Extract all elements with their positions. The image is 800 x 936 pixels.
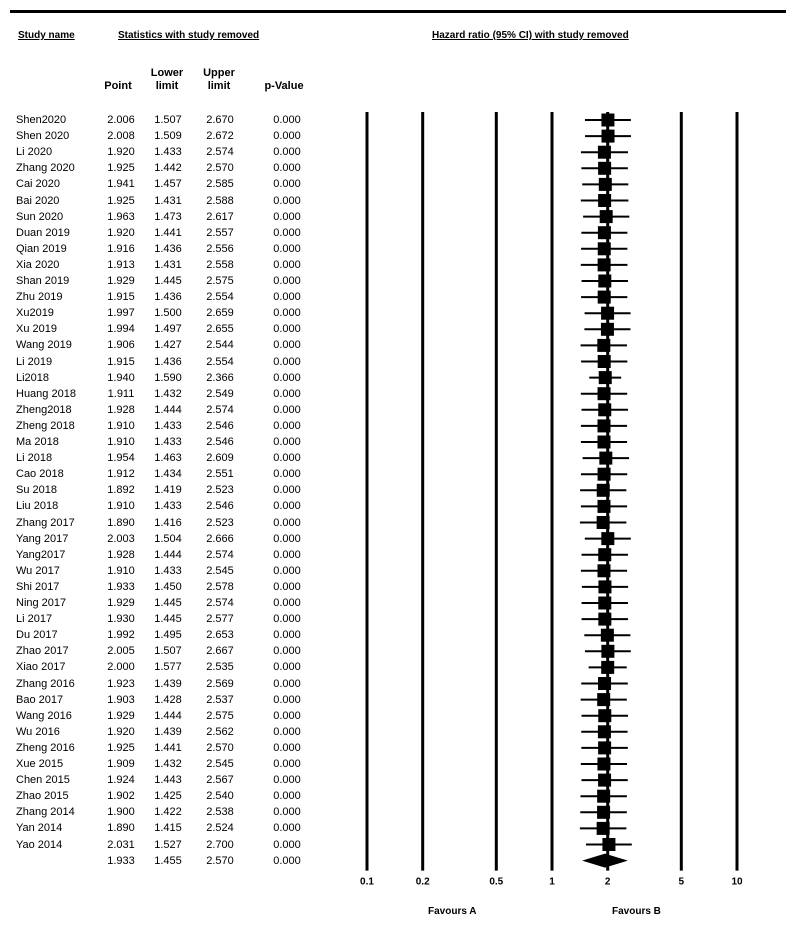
p-value: 0.000 [273, 436, 301, 448]
upper-limit-value: 2.666 [206, 532, 234, 545]
study-name: Zheng 2016 [16, 741, 75, 754]
p-value: 0.000 [273, 854, 301, 867]
study-name: Xia 2020 [16, 258, 60, 271]
point-estimate-marker [597, 693, 610, 706]
upper-limit-value: 2.574 [206, 597, 234, 609]
p-value: 0.000 [273, 452, 301, 465]
p-value: 0.000 [273, 371, 301, 384]
point-estimate-marker [598, 709, 611, 722]
upper-limit-value: 2.523 [206, 516, 234, 529]
p-value: 0.000 [273, 822, 301, 835]
point-estimate-marker [597, 500, 610, 513]
study-name: Yao 2014 [16, 838, 63, 851]
p-value: 0.000 [273, 339, 301, 352]
study-name: Sun 2020 [16, 210, 64, 223]
study-name: Zheng2018 [16, 403, 72, 416]
upper-limit-value: 2.574 [206, 403, 234, 416]
point-estimate-marker [602, 130, 615, 143]
lower-limit-value: 1.433 [154, 436, 182, 448]
statistics-header: Statistics with study removed [118, 30, 260, 41]
p-value: 0.000 [273, 146, 301, 159]
lower-limit-value: 1.507 [154, 645, 182, 658]
point-estimate-marker [598, 242, 611, 255]
p-value: 0.000 [273, 226, 301, 239]
p-value: 0.000 [273, 403, 301, 416]
upper-limit-value: 2.569 [206, 677, 234, 690]
point-estimate-marker [598, 162, 611, 175]
lower-limit-value: 1.445 [154, 613, 182, 626]
upper-limit-value: 2.554 [206, 291, 234, 304]
p-value: 0.000 [273, 597, 301, 609]
lower-limit-value: 1.431 [154, 194, 182, 207]
point-value: 1.890 [107, 516, 135, 529]
p-value: 0.000 [273, 693, 301, 706]
study-name: Shen2020 [16, 114, 67, 126]
p-value: 0.000 [273, 806, 301, 819]
point-value: 1.941 [107, 178, 135, 191]
study-name: Ma 2018 [16, 436, 59, 448]
x-tick-label: 0.1 [360, 876, 374, 888]
point-value: 1.994 [107, 323, 135, 336]
p-value: 0.000 [273, 355, 301, 368]
study-name: Cai 2020 [16, 178, 61, 191]
point-value: 1.992 [107, 629, 135, 642]
point-value: 1.890 [107, 822, 135, 835]
lower-limit-value: 1.436 [154, 291, 182, 304]
study-name: Shi 2017 [16, 580, 60, 593]
p-value: 0.000 [273, 130, 301, 143]
point-value: 1.929 [107, 709, 135, 722]
lower-limit-value: 1.445 [154, 275, 182, 287]
study-name: Liu 2018 [16, 500, 59, 513]
point-value: 1.910 [107, 436, 135, 448]
lower-limit-value: 1.444 [154, 709, 182, 722]
lower-limit-value: 1.590 [154, 371, 182, 384]
point-value: 2.031 [107, 838, 135, 851]
column-upper: Upper limit [203, 67, 235, 92]
lower-limit-value: 1.500 [154, 307, 182, 320]
study-name: Zhang 2017 [16, 516, 75, 529]
study-name: Du 2017 [16, 629, 58, 642]
study-name: Zheng 2018 [16, 419, 75, 432]
upper-limit-value: 2.549 [206, 387, 234, 400]
upper-limit-value: 2.567 [206, 774, 234, 787]
p-value: 0.000 [273, 548, 301, 561]
study-name: Li 2018 [16, 452, 53, 465]
lower-limit-value: 1.457 [154, 178, 182, 191]
point-estimate-marker [601, 323, 614, 336]
point-value: 1.925 [107, 741, 135, 754]
point-value: 1.933 [107, 854, 135, 867]
point-value: 1.933 [107, 580, 135, 593]
point-value: 2.003 [107, 532, 135, 545]
p-value: 0.000 [273, 741, 301, 754]
upper-limit-value: 2.667 [206, 645, 234, 658]
study-name: Zhao 2017 [16, 645, 69, 658]
point-value: 1.924 [107, 774, 135, 787]
study-name: Duan 2019 [16, 226, 70, 239]
point-estimate-marker [597, 339, 610, 352]
point-value: 1.920 [107, 226, 135, 239]
p-value: 0.000 [273, 613, 301, 626]
point-value: 2.006 [107, 114, 135, 126]
point-value: 1.900 [107, 806, 135, 819]
study-name-header: Study name [18, 30, 75, 41]
lower-limit-value: 1.436 [154, 355, 182, 368]
study-name: Bao 2017 [16, 693, 64, 706]
lower-limit-value: 1.433 [154, 564, 182, 577]
upper-limit-value: 2.585 [206, 178, 234, 191]
p-value: 0.000 [273, 275, 301, 287]
point-value: 1.928 [107, 548, 135, 561]
lower-limit-value: 1.439 [154, 725, 182, 738]
p-value: 0.000 [273, 419, 301, 432]
point-value: 1.920 [107, 146, 135, 159]
lower-limit-value: 1.577 [154, 661, 182, 674]
point-value: 1.906 [107, 339, 135, 352]
p-value: 0.000 [273, 258, 301, 271]
x-tick-label: 0.5 [489, 876, 504, 888]
study-name: Shan 2019 [16, 275, 70, 287]
upper-limit-value: 2.546 [206, 436, 234, 448]
lower-limit-value: 1.442 [154, 162, 182, 175]
point-value: 1.930 [107, 613, 135, 626]
upper-limit-value: 2.570 [206, 741, 234, 754]
upper-limit-value: 2.545 [206, 564, 234, 577]
upper-limit-value: 2.577 [206, 613, 234, 626]
point-estimate-marker [598, 194, 611, 207]
p-value: 0.000 [273, 790, 301, 803]
point-estimate-marker [598, 258, 611, 271]
upper-limit-value: 2.574 [206, 146, 234, 159]
p-value: 0.000 [273, 178, 301, 191]
point-estimate-marker [598, 468, 611, 481]
point-value: 1.963 [107, 210, 135, 223]
point-estimate-marker [598, 291, 611, 304]
point-estimate-marker [598, 275, 611, 288]
point-estimate-marker [598, 597, 611, 610]
study-name: Wang 2016 [16, 709, 72, 722]
point-estimate-marker [597, 436, 610, 449]
study-name: Wu 2016 [16, 725, 60, 738]
point-estimate-marker [597, 419, 610, 432]
lower-limit-value: 1.504 [154, 532, 182, 545]
study-name: Su 2018 [16, 484, 57, 497]
upper-limit-value: 2.554 [206, 355, 234, 368]
upper-limit-value: 2.672 [206, 130, 234, 143]
point-estimate-marker [597, 484, 610, 497]
study-name: Cao 2018 [16, 468, 64, 481]
lower-limit-value: 1.497 [154, 323, 182, 336]
point-value: 1.929 [107, 597, 135, 609]
lower-limit-value: 1.432 [154, 387, 182, 400]
point-estimate-marker [601, 661, 614, 674]
summary-diamond [582, 854, 628, 868]
point-value: 2.005 [107, 645, 135, 658]
point-value: 1.916 [107, 242, 135, 255]
point-value: 1.892 [107, 484, 135, 497]
x-tick-label: 5 [678, 876, 685, 888]
point-estimate-marker [598, 613, 611, 626]
lower-limit-value: 1.433 [154, 500, 182, 513]
lower-limit-value: 1.450 [154, 580, 182, 593]
study-name: Yang 2017 [16, 532, 69, 545]
x-tick-label: 0.2 [415, 876, 430, 888]
study-name: Qian 2019 [16, 242, 67, 255]
column-lower: Lower limit [150, 67, 184, 92]
lower-limit-value: 1.445 [154, 597, 182, 609]
study-name: Zhang 2016 [16, 677, 75, 690]
point-value: 1.925 [107, 162, 135, 175]
point-value: 1.997 [107, 307, 135, 320]
study-name: Zhang 2014 [16, 806, 75, 819]
point-value: 1.915 [107, 291, 135, 304]
study-name: Shen 2020 [16, 130, 70, 143]
point-estimate-marker [601, 629, 614, 642]
upper-limit-value: 2.562 [206, 725, 234, 738]
column-point: Point [104, 80, 132, 92]
study-name: Xiao 2017 [16, 661, 66, 674]
upper-limit-value: 2.524 [206, 822, 234, 835]
p-value: 0.000 [273, 194, 301, 207]
lower-limit-value: 1.441 [154, 741, 182, 754]
study-name: Li2018 [16, 371, 50, 384]
lower-limit-value: 1.495 [154, 629, 182, 642]
lower-limit-value: 1.444 [154, 403, 182, 416]
point-value: 1.912 [107, 468, 135, 481]
upper-limit-value: 2.578 [206, 580, 234, 593]
p-value: 0.000 [273, 661, 301, 674]
upper-limit-value: 2.670 [206, 114, 234, 126]
upper-limit-value: 2.575 [206, 275, 234, 287]
study-name: Bai 2020 [16, 194, 60, 207]
lower-limit-value: 1.422 [154, 806, 182, 819]
lower-limit-value: 1.455 [154, 854, 182, 867]
upper-limit-value: 2.659 [206, 307, 234, 320]
upper-limit-value: 2.558 [206, 258, 234, 271]
lower-limit-value: 1.433 [154, 146, 182, 159]
point-estimate-marker [600, 210, 613, 223]
study-name: Li 2020 [16, 146, 53, 159]
point-estimate-marker [601, 114, 614, 127]
lower-limit-value: 1.436 [154, 242, 182, 255]
p-value: 0.000 [273, 758, 301, 770]
point-value: 1.929 [107, 275, 135, 287]
study-name: Xu 2019 [16, 323, 57, 336]
study-name: Yan 2014 [16, 822, 63, 835]
point-estimate-marker [598, 677, 611, 690]
lower-limit-value: 1.443 [154, 774, 182, 787]
study-name: Zhao 2015 [16, 790, 69, 803]
lower-limit-value: 1.509 [154, 130, 182, 143]
study-name: Huang 2018 [16, 387, 76, 400]
p-value: 0.000 [273, 500, 301, 513]
upper-limit-value: 2.545 [206, 758, 234, 770]
p-value: 0.000 [273, 580, 301, 593]
upper-limit-value: 2.538 [206, 806, 234, 819]
point-estimate-marker [598, 774, 611, 787]
column-p-value: p-Value [264, 80, 304, 92]
point-value: 1.928 [107, 403, 135, 416]
point-estimate-marker [597, 790, 610, 803]
lower-limit-value: 1.439 [154, 677, 182, 690]
p-value: 0.000 [273, 242, 301, 255]
point-value: 1.913 [107, 258, 135, 271]
upper-limit-value: 2.570 [206, 162, 234, 175]
study-name: Zhang 2020 [16, 162, 75, 175]
point-estimate-marker [598, 741, 611, 754]
point-estimate-marker [597, 516, 610, 529]
upper-limit-value: 2.609 [206, 452, 234, 465]
point-value: 1.903 [107, 693, 135, 706]
lower-limit-value: 1.416 [154, 516, 182, 529]
point-value: 1.920 [107, 725, 135, 738]
lower-limit-value: 1.527 [154, 838, 182, 851]
study-name: Ning 2017 [16, 597, 67, 609]
point-estimate-marker [601, 532, 614, 545]
upper-limit-value: 2.575 [206, 709, 234, 722]
study-name: Xue 2015 [16, 758, 64, 770]
point-estimate-marker [597, 806, 610, 819]
plot-title: Hazard ratio (95% CI) with study removed [432, 30, 629, 41]
upper-limit-value: 2.655 [206, 323, 234, 336]
upper-limit-value: 2.551 [206, 468, 234, 481]
point-value: 1.910 [107, 564, 135, 577]
favours-b-label: Favours B [612, 906, 661, 917]
point-value: 1.954 [107, 452, 135, 465]
point-value: 1.902 [107, 790, 135, 803]
p-value: 0.000 [273, 468, 301, 481]
p-value: 0.000 [273, 645, 301, 658]
p-value: 0.000 [273, 774, 301, 787]
upper-limit-value: 2.535 [206, 661, 234, 674]
point-estimate-marker [598, 548, 611, 561]
p-value: 0.000 [273, 532, 301, 545]
favours-a-label: Favours A [428, 906, 477, 917]
study-name: Yang2017 [16, 548, 66, 561]
upper-limit-value: 2.546 [206, 419, 234, 432]
p-value: 0.000 [273, 725, 301, 738]
p-value: 0.000 [273, 516, 301, 529]
point-estimate-marker [598, 403, 611, 416]
point-value: 1.910 [107, 500, 135, 513]
lower-limit-value: 1.444 [154, 548, 182, 561]
point-estimate-marker [602, 838, 615, 851]
lower-limit-value: 1.431 [154, 258, 182, 271]
p-value: 0.000 [273, 307, 301, 320]
point-value: 1.911 [107, 387, 135, 400]
point-estimate-marker [598, 387, 611, 400]
study-name: Xu2019 [16, 307, 54, 320]
point-estimate-marker [598, 355, 611, 368]
lower-limit-value: 1.473 [154, 210, 182, 223]
study-name: Wu 2017 [16, 564, 60, 577]
lower-limit-value: 1.432 [154, 758, 182, 770]
p-value: 0.000 [273, 323, 301, 336]
upper-limit-value: 2.570 [206, 854, 234, 867]
upper-limit-value: 2.366 [206, 371, 234, 384]
study-name: Chen 2015 [16, 774, 70, 787]
upper-limit-value: 2.617 [206, 210, 234, 223]
point-value: 1.923 [107, 677, 135, 690]
point-value: 1.940 [107, 371, 135, 384]
p-value: 0.000 [273, 838, 301, 851]
point-value: 1.909 [107, 758, 135, 770]
lower-limit-value: 1.415 [154, 822, 182, 835]
point-estimate-marker [601, 307, 614, 320]
point-estimate-marker [598, 580, 611, 593]
upper-limit-value: 2.540 [206, 790, 234, 803]
p-value: 0.000 [273, 162, 301, 175]
point-value: 1.915 [107, 355, 135, 368]
point-value: 2.000 [107, 661, 135, 674]
lower-limit-value: 1.434 [154, 468, 182, 481]
p-value: 0.000 [273, 291, 301, 304]
study-name: Li 2019 [16, 355, 53, 368]
x-tick-label: 1 [549, 876, 555, 888]
p-value: 0.000 [273, 210, 301, 223]
lower-limit-value: 1.419 [154, 484, 182, 497]
p-value: 0.000 [273, 484, 301, 497]
study-name: Wang 2019 [16, 339, 72, 352]
upper-limit-value: 2.574 [206, 548, 234, 561]
point-value: 2.008 [107, 130, 135, 143]
point-value: 1.925 [107, 194, 135, 207]
upper-limit-value: 2.700 [206, 838, 234, 851]
lower-limit-value: 1.428 [154, 693, 182, 706]
p-value: 0.000 [273, 114, 301, 126]
p-value: 0.000 [273, 677, 301, 690]
study-name: Li 2017 [16, 613, 53, 626]
upper-limit-value: 2.537 [206, 693, 234, 706]
lower-limit-value: 1.507 [154, 114, 182, 126]
lower-limit-value: 1.441 [154, 226, 182, 239]
p-value: 0.000 [273, 629, 301, 642]
p-value: 0.000 [273, 387, 301, 400]
upper-limit-value: 2.523 [206, 484, 234, 497]
point-estimate-marker [599, 178, 612, 191]
upper-limit-value: 2.653 [206, 629, 234, 642]
p-value: 0.000 [273, 709, 301, 722]
x-tick-label: 10 [731, 876, 743, 888]
lower-limit-value: 1.425 [154, 790, 182, 803]
upper-limit-value: 2.556 [206, 242, 234, 255]
point-estimate-marker [597, 822, 610, 835]
point-value: 1.910 [107, 419, 135, 432]
upper-limit-value: 2.546 [206, 500, 234, 513]
x-tick-label: 2 [604, 876, 611, 888]
point-estimate-marker [599, 371, 612, 384]
upper-limit-value: 2.588 [206, 194, 234, 207]
lower-limit-value: 1.463 [154, 452, 182, 465]
point-estimate-marker [601, 645, 614, 658]
point-estimate-marker [598, 725, 611, 738]
upper-limit-value: 2.544 [206, 339, 234, 352]
point-estimate-marker [598, 146, 611, 159]
lower-limit-value: 1.433 [154, 419, 182, 432]
study-name: Zhu 2019 [16, 291, 63, 304]
p-value: 0.000 [273, 564, 301, 577]
point-estimate-marker [597, 758, 610, 771]
point-estimate-marker [598, 226, 611, 239]
upper-limit-value: 2.557 [206, 226, 234, 239]
lower-limit-value: 1.427 [154, 339, 182, 352]
point-estimate-marker [597, 564, 610, 577]
point-estimate-marker [599, 452, 612, 465]
